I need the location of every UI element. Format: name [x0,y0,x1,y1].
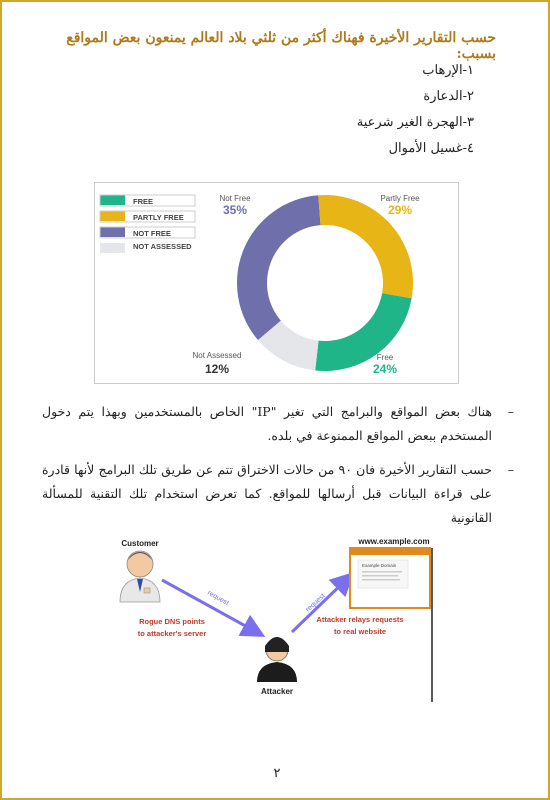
legend-label-not-free: NOT FREE [133,229,171,238]
donut-chart [94,182,459,384]
bullet-text: حسب التقارير الأخيرة فان ٩٠ من حالات الاختراق تتم عن طريق تلك البرامج لأنها قادرة على قراءة البيانات قبل أرسالها للمواقع. كما تعرض استخدام تلك التقنية للمسألة القانونية [42,462,492,525]
request-label-right: request [304,592,327,614]
donut [237,195,413,371]
site-heading: Example Domain [362,563,397,568]
slice-name-partly-free: Partly Free [380,194,420,203]
legend-label-partly-free: PARTLY FREE [133,213,184,222]
caption-right-line2: to real website [333,627,387,636]
bullet-item [42,400,514,448]
caption-left-line1: Rogue DNS points [139,617,205,626]
slice-name-free: Free [376,353,394,362]
legend-label-not-assessed: NOT ASSESSED [133,242,192,251]
legend-swatch-partly-free [100,211,125,221]
slice-value-not-assessed: 12% [204,362,230,376]
dns-hijack-diagram [112,532,442,702]
website-url-label: www.example.com [358,537,430,546]
legend-swatch-not-free [100,227,125,237]
website-window-icon [350,548,430,608]
legend-label-free: FREE [133,197,154,206]
legend-swatch-free [100,195,125,205]
donut-slice-free [315,293,411,371]
donut-slice-not-free [237,195,321,340]
bullet-text: هناك بعض المواقع والبرامج التي تغير "IP" الخاص بالمستخدمين وبهذا يتم دخول المستخدم ببعض المواقع الممنوعة في بلده. [42,404,492,443]
list-item: ١-الإرهاب [422,63,474,78]
list-item: ٤-غسيل الأموال [388,141,474,156]
customer-label: Customer [121,539,159,548]
list-item: ٢-الدعارة [423,89,474,104]
chart-legend [100,195,195,253]
slice-value-free: 24% [372,362,398,376]
bullet-dash: – [507,404,514,419]
request-label-left: request [206,589,230,608]
caption-right-line1: Attacker relays requests [316,615,404,624]
attacker-icon [257,637,297,682]
slice-value-partly-free: 29% [387,203,413,217]
reasons-list [274,58,474,162]
attacker-label: Attacker [260,687,294,696]
bullet-item [42,458,514,530]
bullet-dash: – [507,462,514,477]
slice-name-not-assessed: Not Assessed [192,351,242,360]
diagram-svg [112,532,442,702]
page-number: ٢ [273,766,281,781]
list-item: ٣-الهجرة الغير شرعية [356,115,474,130]
slice-name-not-free: Not Free [219,194,251,203]
bullet-list [42,400,514,540]
chart-svg [95,183,458,383]
customer-icon [120,551,160,602]
page-heading: حسب التقارير الأخيرة فهناك أكثر من ثلثي بلاد العالم يمنعون بعض المواقع بسبب: [66,30,496,62]
caption-left-line2: to attacker's server [137,629,207,638]
legend-swatch-not-assessed [100,243,125,253]
slice-value-not-free: 35% [222,203,248,217]
